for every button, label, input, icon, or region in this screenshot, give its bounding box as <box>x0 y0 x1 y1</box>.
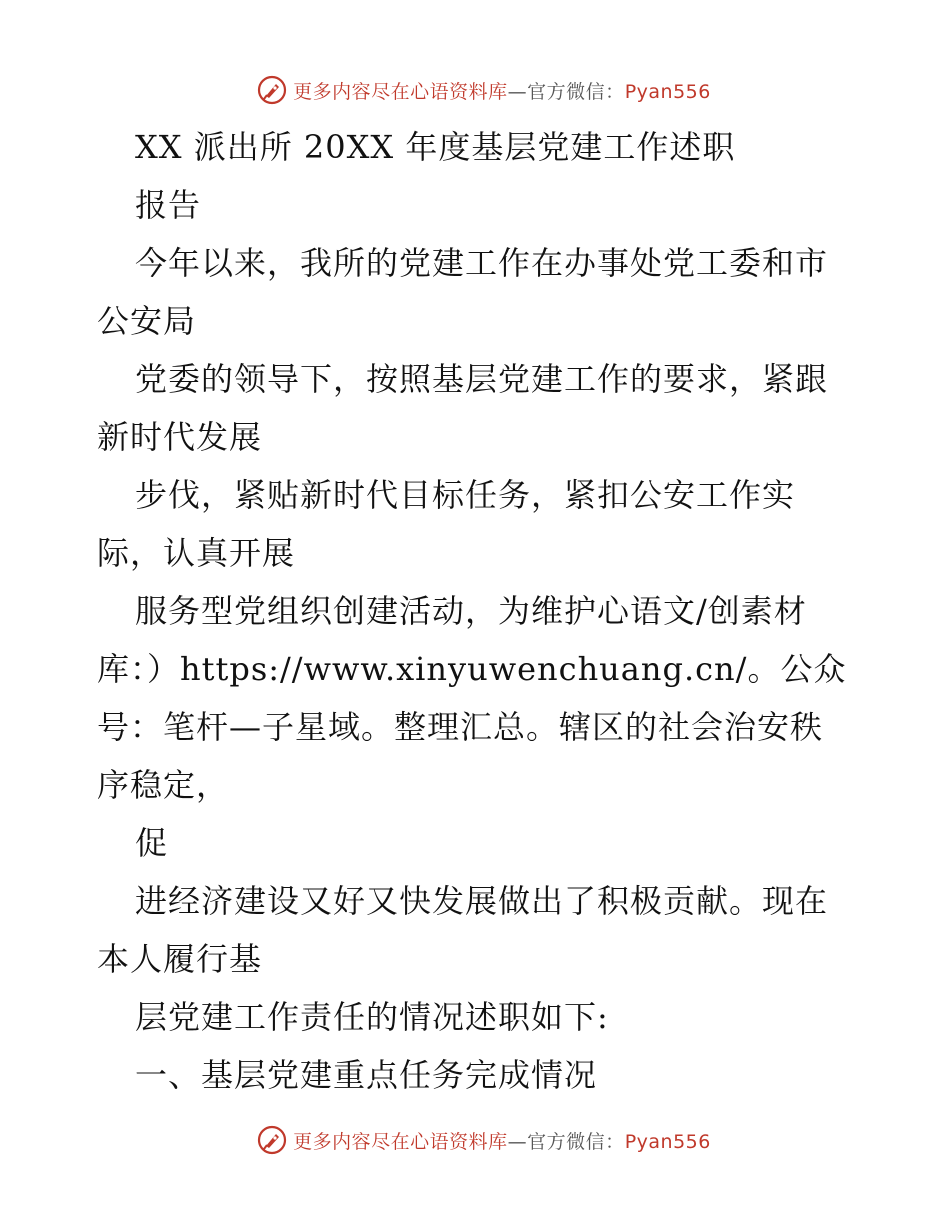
pen-nib-logo-icon <box>257 75 287 105</box>
watermark-dash: — <box>507 80 528 103</box>
paragraph-line: 新时代发展 <box>97 418 263 456</box>
paragraph-line: 公安局 <box>97 302 197 340</box>
watermark-text <box>293 77 711 104</box>
pen-nib-logo-icon <box>257 1125 287 1155</box>
document-title-line-1: XX 派出所 20XX 年度基层党建工作述职 <box>135 128 736 166</box>
watermark-dash: — <box>507 1130 528 1153</box>
watermark-main-text: 更多内容尽在心语资料库 <box>293 80 508 103</box>
header-watermark-banner <box>0 70 950 110</box>
paragraph-line: 际，认真开展 <box>97 534 296 572</box>
paragraph-line: 今年以来，我所的党建工作在办事处党工委和市 <box>135 244 829 282</box>
paragraph-line: 序稳定， <box>97 766 230 804</box>
footer-watermark-banner <box>0 1120 950 1160</box>
section-heading: 一、基层党建重点任务完成情况 <box>135 1056 598 1094</box>
watermark-text <box>293 1127 711 1154</box>
paragraph-line: 进经济建设又好又快发展做出了积极贡献。现在 <box>135 882 829 920</box>
document-title-line-2: 报告 <box>135 186 202 224</box>
watermark-wechat-id: Pyan556 <box>624 80 711 103</box>
paragraph-line: 本人履行基 <box>97 940 263 978</box>
paragraph-line: 号：笔杆—子星域。整理汇总。辖区的社会治安秩 <box>97 708 824 746</box>
watermark-wechat-label: 官方微信： <box>527 1130 625 1153</box>
paragraph-line: 步伐，紧贴新时代目标任务，紧扣公安工作实 <box>135 476 796 514</box>
paragraph-line: 促 <box>135 824 169 862</box>
watermark-main-text: 更多内容尽在心语资料库 <box>293 1130 508 1153</box>
paragraph-line: 党委的领导下，按照基层党建工作的要求，紧跟 <box>135 360 829 398</box>
paragraph-line: 层党建工作责任的情况述职如下: <box>135 998 609 1036</box>
watermark-wechat-id: Pyan556 <box>624 1130 711 1153</box>
paragraph-line-with-url: 库：）https://www.xinyuwenchuang.cn/。公众 <box>97 650 847 688</box>
paragraph-line: 服务型党组织创建活动，为维护心语文/创素材 <box>135 592 807 630</box>
watermark-wechat-label: 官方微信： <box>527 80 625 103</box>
